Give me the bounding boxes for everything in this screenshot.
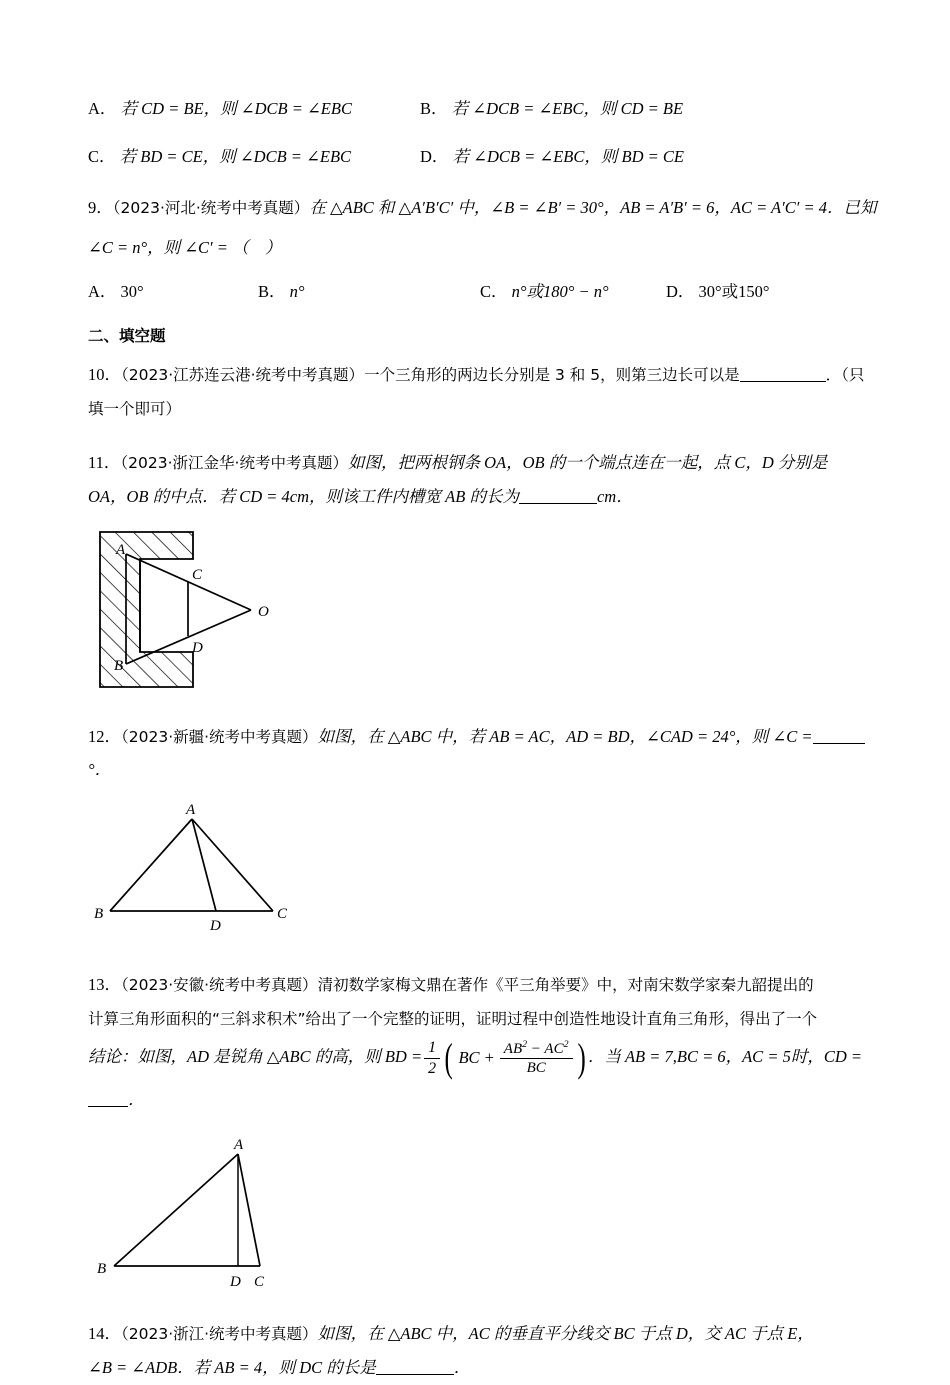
q10-stem-c: 填一个即可） xyxy=(88,400,182,419)
side-ac xyxy=(238,1154,260,1266)
formula-inner-fraction xyxy=(500,1040,573,1076)
q11-number: 11． xyxy=(88,452,121,472)
q8-option-c-label: C． xyxy=(88,146,116,166)
q9-option-c-text: n°或180° − n° xyxy=(511,281,609,301)
label-b: B xyxy=(114,657,124,674)
q10-stem-a: 一个三角形的两边长分别是 3 和 5，则第三边长可以是 xyxy=(364,366,740,385)
q9-option-d-label: D． xyxy=(666,281,695,301)
q9-stem-line1: 在 △ABC 和 △A′B′C′ 中，∠B = ∠B′ = 30°，AB = A′B′ = 6，AC = A′C′ = 4．已知 xyxy=(309,198,877,218)
q12-answer-blank[interactable] xyxy=(813,743,865,744)
q11-stem-line2-b: cm． xyxy=(596,486,633,506)
q8-options-row-2 xyxy=(88,144,878,170)
q14-stem-line1: 如图，在 △ABC 中，AC 的垂直平分线交 BC 于点 D，交 AC 于点 E， xyxy=(317,1324,814,1344)
label-o: O xyxy=(258,603,269,620)
page-content xyxy=(88,96,878,1385)
question-9 xyxy=(88,191,878,225)
q10-number: 10． xyxy=(88,365,121,385)
formula-half-denominator: 2 xyxy=(428,1059,437,1077)
q9-option-d-text: 30°或150° xyxy=(698,281,770,301)
formula-close-paren: ) xyxy=(577,1034,586,1080)
label-d: D xyxy=(210,918,221,935)
q10-stem-line2-wrap xyxy=(88,392,878,426)
q8-option-c-text: 若 BD = CE，则 ∠DCB = ∠EBC xyxy=(119,146,352,166)
q13-answer-blank[interactable] xyxy=(88,1106,128,1107)
label-b: B xyxy=(94,906,104,923)
q10-source: （2023·江苏连云港·统考中考真题） xyxy=(121,366,365,385)
question-14 xyxy=(88,1317,878,1351)
q13-figure-block xyxy=(88,1136,878,1301)
q13-source: （2023·安徽·统考中考真题） xyxy=(121,976,318,995)
q9-option-b-text: n° xyxy=(289,281,305,301)
q9-number: 9． xyxy=(88,198,113,218)
q11-figure-block xyxy=(88,524,878,704)
q12-stem-tail: °． xyxy=(88,760,112,780)
q11-source: （2023·浙江金华·统考中考真题） xyxy=(120,453,348,472)
q8-option-a[interactable] xyxy=(88,96,420,122)
q8-option-b[interactable] xyxy=(420,96,752,122)
right-triangle-altitude-figure xyxy=(88,1136,318,1296)
q8-option-a-label: A． xyxy=(88,99,117,118)
formula-one-half xyxy=(424,1039,440,1077)
label-c: C xyxy=(254,1274,265,1291)
side-ab xyxy=(110,819,192,911)
q14-trailing-period: ． xyxy=(453,1358,471,1378)
q14-number: 14． xyxy=(88,1324,121,1344)
label-d: D xyxy=(230,1274,241,1291)
formula-half-numerator: 1 xyxy=(424,1039,440,1058)
question-12 xyxy=(88,720,878,788)
q9-option-a-text: 30° xyxy=(120,281,144,301)
q10-stem-b: ．（只 xyxy=(825,366,865,385)
q8-option-c[interactable] xyxy=(88,144,420,170)
q9-option-d[interactable] xyxy=(666,279,846,305)
label-a: A xyxy=(186,802,196,819)
q14-source: （2023·浙江·统考中考真题） xyxy=(121,1325,318,1344)
question-10 xyxy=(88,358,878,392)
label-d: D xyxy=(192,639,203,656)
q12-source: （2023·新疆·统考中考真题） xyxy=(121,727,318,746)
q9-option-a-label: A． xyxy=(88,281,117,301)
q13-conclusion-line xyxy=(88,1036,878,1123)
q9-stem-line2: ∠C = n°，则 ∠C′ = （ ） xyxy=(88,237,282,257)
q13-stem-line2-wrap xyxy=(88,1002,878,1036)
q8-option-b-label: B． xyxy=(420,99,448,118)
isosceles-triangle-figure xyxy=(88,797,318,947)
label-b: B xyxy=(97,1261,107,1278)
question-11 xyxy=(88,446,878,480)
formula-fraction-denominator: BC xyxy=(526,1060,546,1077)
q14-stem-line2-wrap xyxy=(88,1351,878,1385)
q9-option-c[interactable] xyxy=(480,279,666,305)
q11-stem-line2-wrap xyxy=(88,480,878,514)
q9-option-c-label: C． xyxy=(480,281,508,301)
q11-stem-line2-a: OA，OB 的中点．若 CD = 4cm，则该工件内槽宽 AB 的长为 xyxy=(88,486,519,506)
q13-conclusion-prefix: 结论：如图，AD 是锐角 △ABC 的高，则 BD = xyxy=(88,1046,423,1066)
q8-option-d[interactable] xyxy=(420,144,752,170)
q11-answer-blank[interactable] xyxy=(519,503,597,504)
label-a: A xyxy=(234,1137,244,1154)
side-ab xyxy=(114,1154,238,1266)
q12-number: 12． xyxy=(88,726,121,746)
q14-answer-blank[interactable] xyxy=(376,1374,454,1375)
formula-open-paren: ( xyxy=(444,1034,453,1080)
q11-stem-line1: 如图，把两根钢条 OA，OB 的一个端点连在一起，点 C，D 分别是 xyxy=(347,452,828,472)
q14-stem-line2-a: ∠B = ∠ADB．若 AB = 4，则 DC 的长是 xyxy=(88,1358,376,1378)
formula-fraction-numerator: $AB^2 - AC^2$ xyxy=(500,1040,573,1059)
formula-inner-first-term: BC + xyxy=(458,1047,495,1067)
q8-options-row-1 xyxy=(88,96,878,122)
q13-stem-line1: 清初数学家梅文鼎在著作《平三角举要》中，对南宋数学家秦九韶提出的 xyxy=(317,976,814,995)
q13-number: 13． xyxy=(88,975,121,995)
q8-option-b-text: 若 ∠DCB = ∠EBC，则 CD = BE xyxy=(451,99,684,118)
q13-stem-line2: 计算三角形面积的“三斜求积术”给出了一个完整的证明，证明过程中创造性地设计直角三角形，得出了一个 xyxy=(88,1010,818,1028)
q12-figure-block xyxy=(88,797,878,952)
caliper-figure xyxy=(88,524,318,699)
q9-stem-line2-wrap xyxy=(88,231,878,265)
question-13 xyxy=(88,968,878,1002)
q9-option-b-label: B． xyxy=(258,281,286,301)
q12-stem: 如图，在 △ABC 中，若 AB = AC，AD = BD，∠CAD = 24°，则 ∠C = xyxy=(317,726,813,746)
q8-option-d-label: D． xyxy=(420,146,449,166)
q13-condition-text: ．当 AB = 7,BC = 6，AC = 5时，CD = xyxy=(587,1046,863,1066)
q9-source: （2023·河北·统考中考真题） xyxy=(112,199,310,218)
q9-options-row xyxy=(88,279,878,305)
q8-option-d-text: 若 ∠DCB = ∠EBC，则 BD = CE xyxy=(452,146,684,166)
q9-option-a[interactable] xyxy=(88,279,258,305)
label-c: C xyxy=(192,566,203,583)
label-c: C xyxy=(277,906,288,923)
q9-option-b[interactable] xyxy=(258,279,480,305)
q10-answer-blank[interactable] xyxy=(740,381,826,382)
section-heading-fill-in-blank: 二、填空题 xyxy=(88,327,166,346)
q13-trailing-period: ． xyxy=(128,1090,145,1110)
q13-formula xyxy=(422,1034,588,1080)
label-a: A xyxy=(116,541,126,558)
q8-option-a-text: 若 CD = BE，则 ∠DCB = ∠EBC xyxy=(120,99,352,118)
